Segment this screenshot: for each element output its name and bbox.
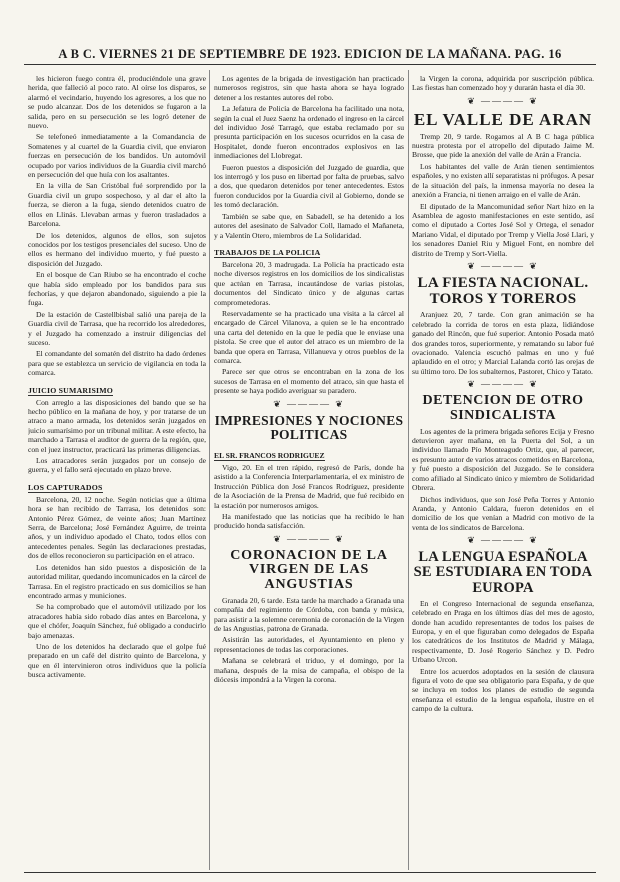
paragraph: Uno de los detenidos ha declarado que el golpe fué preparado en un café del distrito quinto de Barcelona, y que en él intervinieron otros individuos que la policía busca activamente. (28, 641, 206, 680)
paragraph: Entre los acuerdos adoptados en la sesión de clausura figura el voto de que sea obligatorio para España, y de que se incluya en todos los planes de estudio de segunda enseñanza el estudio de la lengua española, ilustre en el campo de la cultura. (412, 666, 594, 714)
headline-detencion-sindicalista: DETENCION DE OTRO SINDICALISTA (422, 393, 584, 423)
paragraph: Tremp 20, 9 tarde. Rogamos al A B C haga pública nuestra protesta por el atropello del diputado Jaime M. Brosse, que pide la anexión del valle de Arán a Francia. (412, 131, 594, 160)
paragraph: Los detenidos han sido puestos a disposición de la autoridad militar, quedando incomunicados en la cárcel de Tarrasa. En el registro practicado en sus domicilios se han encontrado armas y municiones. (28, 562, 206, 600)
paragraph: les hicieron fuego contra él, produciéndole una grave herida, que falleció al poco rato. Al oírse los disparos, se alarmó el vecindario, huyendo los agresores, a los que no se pudo alcanzar. Dos de los detenidos se fugaron a la salida, pero en su persecución se les logró detener de nuevo. (28, 74, 206, 131)
paragraph: El diputado de la Mancomunidad señor Nart hizo en la Asamblea de agosto manifestaciones en este sentido, así como el diputado a Cortes José Sol y Ortega, el senador Mariano Vidal, el diputado por Tremp y Viella José Llari, y los senadores Daniel Riu y Miguel Font, en nombre del distrito de Tremp y Sort-Viella. (412, 201, 594, 258)
paragraph: Vigo, 20. En el tren rápido, regresó de París, donde ha asistido a la Conferencia Interparlamentaria, el ex ministro de Instrucción Pública don José Francos Rodríguez, presidente de la Asociación de la Prensa de Madrid, que fué recibido en la estación por numerosos amigos. (214, 462, 404, 510)
column-divider (209, 70, 210, 870)
paragraph: Fueron puestos a disposición del Juzgado de guardia, que los interrogó y los puso en libertad por falta de pruebas, salvo a dos, que quedaron detenidos por tener antecedentes. Estos fueron conducidos por la Guardia civil al Gobierno, donde se les tomó declaración. (214, 162, 404, 210)
paragraph: Se telefoneó inmediatamente a la Comandancia de Somatenes y al cuartel de la Guardia civil, que enviaron fuerzas en persecución de los bandidos. Un automóvil ocupado por varios individuos de la Guardia civil marchó en persecución del que huía con los asaltantes. (28, 132, 206, 180)
byline-francos-rodriguez: EL SR. FRANCOS RODRIGUEZ (214, 450, 325, 460)
paragraph: Dichos individuos, que son José Peña Torres y Antonio Aranda, y Antonio Caldara, fueron detenidos en el domicilio de los que venían a Madrid con motivo de la venta de los sindicatos de Barcelona. (412, 494, 594, 532)
headline-lengua-espanola: LA LENGUA ESPAÑOLA SE ESTUDIARA EN TODA EUROPA (413, 549, 593, 596)
paragraph: En el Congreso Internacional de segunda enseñanza, celebrado en Praga en los últimos días del mes de agosto, donde han acudido representantes de todos los países de Europa, y en el que figuraban como delegados de España los catedráticos de los Institutos de Madrid y Málaga, respectivamente, D. José Rogerio Sánchez y D. Pedro Urbano Urcon. (412, 598, 594, 665)
paragraph: Granada 20, 6 tarde. Esta tarde ha marchado a Granada una compañía del regimiento de Córdoba, con banda y música, para asistir a la solemne ceremonia de coronación de la Virgen de las Angustias, patrona de Granada. (214, 595, 404, 634)
paragraph: Los agentes de la primera brigada señores Ecija y Fresno detuvieron ayer mañana, en la Puerta del Sol, a un individuo llamado Pío Monteagudo Ortiz, que, al parecer, es presunto autor de varios atracos cometidos en Barcelona, y fué puesto a disposición del Juzgado. Se le considera como afiliado al Sindicato único y miembro de Solidaridad Obrera. (412, 426, 594, 493)
column-left (28, 74, 206, 870)
paragraph: La Jefatura de Policía de Barcelona ha facilitado una nota, según la cual el Juez Saenz ha ordenado el ingreso en la cárcel del individuo José Tarragó, que estaba reclamado por su presunta participación en los sucesos ocurridos en la casa de Hospitalet, donde fueron encontrados explosivos en las inmediaciones del Llobregat. (214, 104, 404, 161)
paragraph: Reservadamente se ha practicado una visita a la cárcel al encargado de Cárcel Vilanova, a quien se le ha encontrado una carta del detenido en la que le pedía que le enviase una pistola. Se cree que el autor del atraco es un miembro de la banda que opera en Tarrasa, Villanueva y otros pueblos de la comarca. (214, 308, 404, 365)
paragraph: Se ha comprobado que el automóvil utilizado por los atracadores había sido robado días antes en Barcelona, y que el chófer, Joaquín Sánchez, fué obligado a conducirlo bajo amenazas. (28, 602, 206, 640)
ornament-divider: ❦ ———— ❦ (467, 95, 539, 106)
paragraph: Mañana se celebrará el triduo, y el domingo, por la mañana, después de la misa de campaña, el obispo de la diócesis impondrá a la Virgen la corona. (214, 656, 404, 685)
column-divider (408, 70, 409, 870)
headline-valle-de-aran: EL VALLE DE ARAN (413, 109, 593, 129)
paragraph: Aranjuez 20, 7 tarde. Con gran animación se ha celebrado la corrida de toros en esta plaza, lidiándose ganado del Rincón, que fué superior. Antonio Posada mató dos grandes toros, superiormente, y rematando su labor fué ovacionado. Valencia escuchó palmas en uno y fué aplaudido en el otro; y Marcial Lalanda cortó las orejas de su último toro. De los subalternos, Pastoret, Chico y Tatato. (412, 310, 594, 376)
headline-impresiones: IMPRESIONES Y NOCIONES POLITICAS (214, 412, 404, 442)
ornament-divider: ❦ ———— ❦ (273, 533, 345, 544)
paragraph: la Virgen la corona, adquirida por suscripción pública. Las fiestas han comenzado hoy y durarán hasta el día 30. (412, 74, 594, 93)
paragraph: De los detenidos, algunos de ellos, son sujetos conocidos por los testigos presenciales del suceso. Uno de ellos es hermano del individuo muerto, y fué puesto a disposición del Juzgado. (28, 230, 206, 268)
paragraph: Parece ser que otros se encontraban en la zona de los sucesos de Tarrasa en el momento del atraco, sin que hasta el presente se haya podido averiguar su paradero. (214, 367, 404, 396)
paragraph: En la villa de San Cristóbal fué sorprendido por la Guardia civil un grupo sospechoso, y al dar el alto la fuerza, se dieron a la fuga, siendo detenidos cuatro de ellos en Llinás. Llevaban armas y fueron trasladados a Barcelona. (28, 181, 206, 229)
paragraph: Asistirán las autoridades, el Ayuntamiento en pleno y representaciones de todas las corporaciones. (214, 635, 404, 654)
footer-rule (24, 872, 596, 873)
paragraph: Los agentes de la brigada de investigación han practicado numerosos registros, sin que hasta ahora se haya logrado detener a los restantes autores del robo. (214, 74, 404, 102)
ornament-divider: ❦ ———— ❦ (467, 260, 539, 271)
subheading-los-capturados: LOS CAPTURADOS (28, 482, 103, 492)
headline-coronacion: CORONACION DE LA VIRGEN DE LAS ANGUSTIAS (230, 547, 388, 593)
ornament-divider: ❦ ———— ❦ (467, 535, 539, 546)
ornament-divider: ❦ ———— ❦ (467, 379, 539, 390)
paragraph: De la estación de Castellbisbal salió una pareja de la Guardia civil de Tarrasa, que ha recorrido los alrededores, y el Juzgado ha comenzado a instruir diligencias del suceso. (28, 309, 206, 347)
paragraph: Barcelona 20, 3 madrugada. La Policía ha practicado esta noche diversos registros en los domicilios de los sindicalistas que actúan en Tarrasa, incautándose de varias pistolas, documentos del Sindicato único y de algunas cartas comprometedoras. (214, 259, 404, 307)
header-rule (24, 64, 596, 65)
paragraph: Barcelona, 20, 12 noche. Según noticias que a última hora se han recibido de Tarrasa, los detenidos son: Antonio Pérez Gómez, de veinte años; Juan Martínez Serra, de Barcelona; José Fernández Aguirre, de treinta años, y un individuo apodado el Chato, todos ellos con antecedentes penales. Según las declaraciones prestadas, dos de ellos reconocieron su participación en el atraco. (28, 494, 206, 561)
ornament-divider: ❦ ———— ❦ (273, 398, 345, 409)
paragraph: En el bosque de Can Riubo se ha encontrado el coche que había sido empleado por los bandidos para sus fechorías, y que dejaron abandonado, siguiendo a pie la fuga. (28, 270, 206, 308)
paragraph: También se sabe que, en Sabadell, se ha detenido a los autores del asesinato de Salvador Coll, llamado el Mañaneta, y a Valentín Otero, miembros de La Solidaridad. (214, 211, 404, 240)
column-right (412, 74, 594, 870)
subheading-juicio-sumarisimo: JUICIO SUMARISIMO (28, 385, 114, 395)
paragraph: El comandante del somatén del distrito ha dado órdenes para que se establezca un servicio de vigilancia en toda la comarca. (28, 349, 206, 378)
column-middle (214, 74, 404, 870)
subheading-trabajos-policia: TRABAJOS DE LA POLICIA (214, 247, 321, 257)
paragraph: Los habitantes del valle de Arán tienen sentimientos españoles, y no existen allí separatistas ni prófugos. A pesar de la situación del país, la inmensa mayoría no desea la anexión a Francia, ni tienen arraigo en el valle de Arán. (412, 161, 594, 200)
paragraph: Ha manifestado que las noticias que ha recibido le han producido honda satisfacción. (214, 511, 404, 531)
headline-fiesta-nacional: LA FIESTA NACIONAL. TOROS Y TOREROS (417, 274, 589, 307)
paragraph: Con arreglo a las disposiciones del bando que se ha hecho público en la mañana de hoy, y por tratarse de un atraco a mano armada, los detenidos serán juzgados en juicio sumarísimo por un tribunal militar. A este efecto, ha marchado a Tarrasa el auditor de guerra de la región, que, con el juez instructor, practicará las primeras diligencias. (28, 397, 206, 454)
page-header: A B C. VIERNES 21 DE SEPTIEMBRE DE 1923. EDICION DE LA MAÑANA. PAG. 16 (58, 47, 562, 61)
paragraph: Los atracadores serán juzgados por un consejo de guerra, y el fallo será ejecutado en plazo breve. (28, 456, 206, 475)
